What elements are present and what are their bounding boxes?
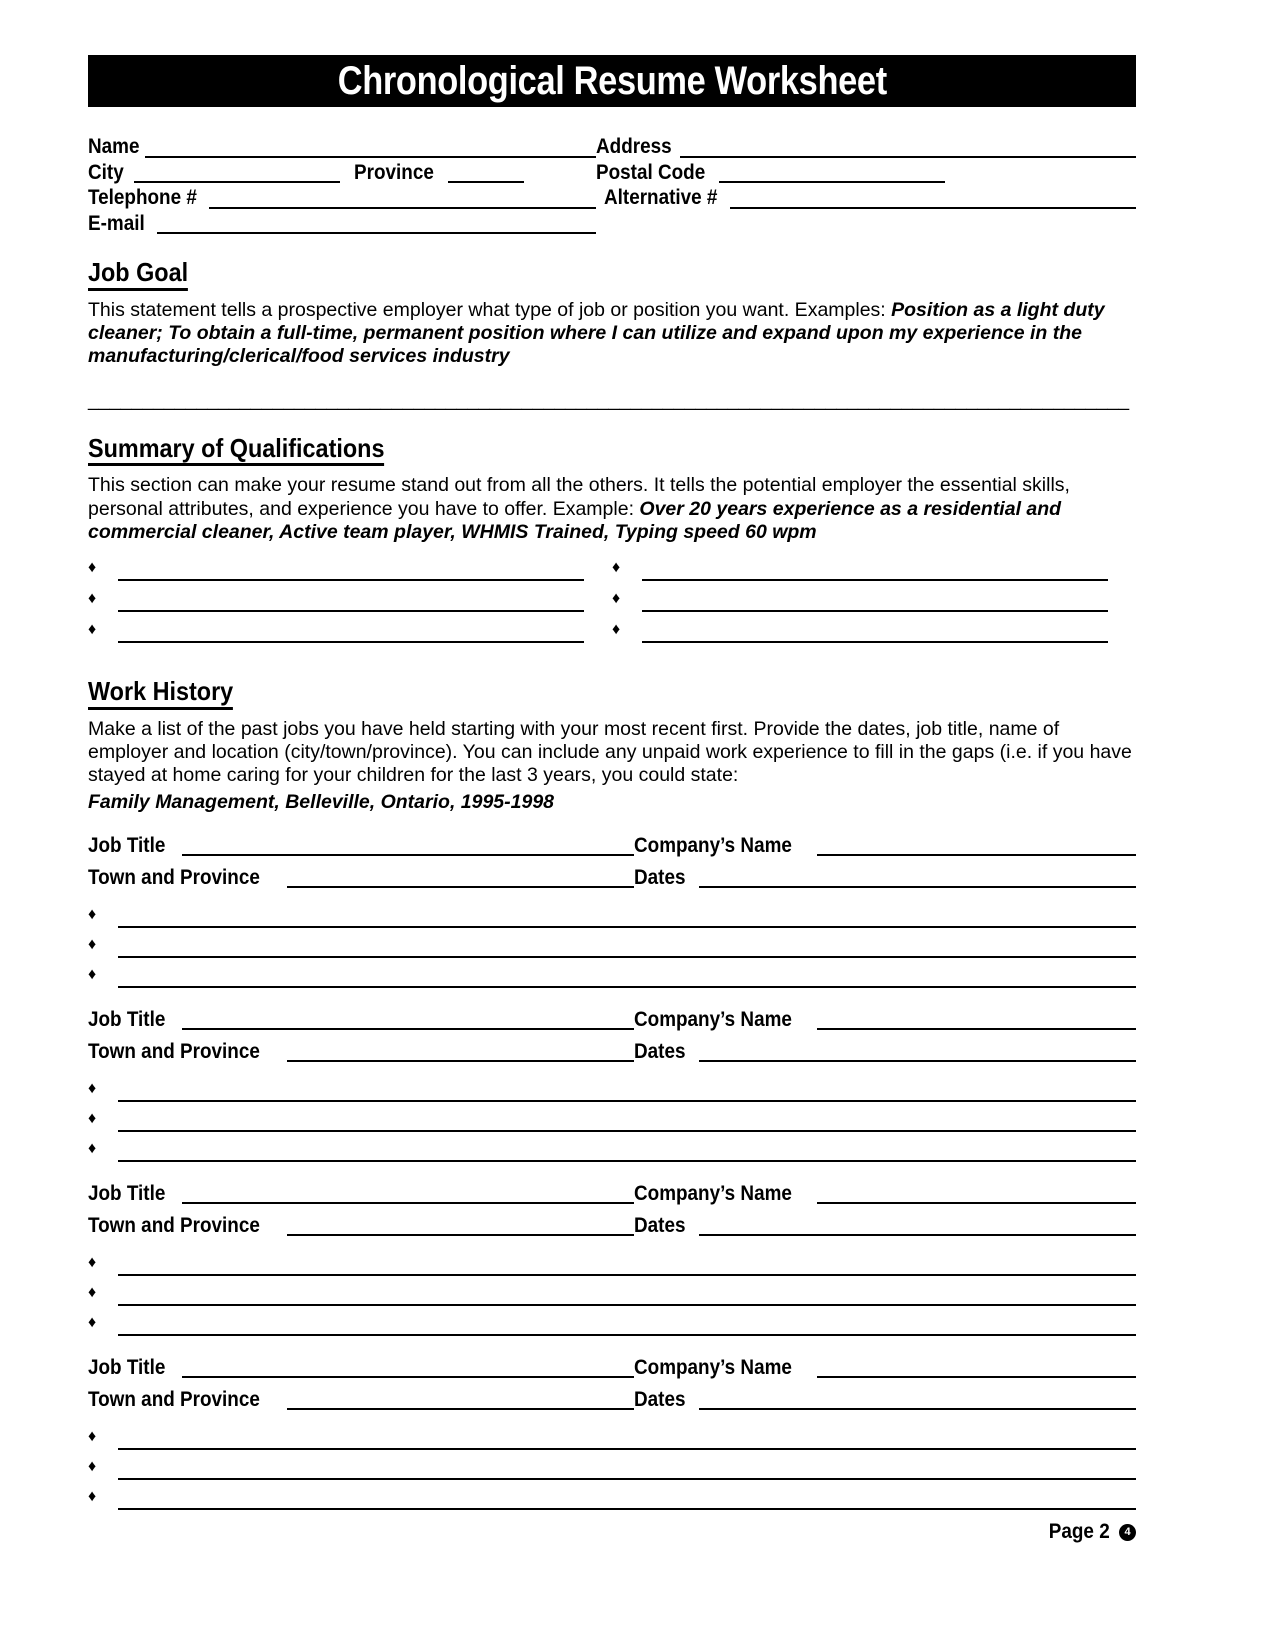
job-goal-description-example: Position as a light duty cleaner; To obtain a full-time, permanent position where I can utilize and expand upon my experience in the manufacturing/clerical/food services industry bbox=[88, 299, 1105, 368]
duty-input-line[interactable] bbox=[118, 1080, 1136, 1102]
list-item[interactable] bbox=[88, 581, 612, 612]
dates-label: Dates bbox=[634, 1388, 686, 1412]
company-name-input-line[interactable] bbox=[817, 835, 1136, 856]
summary-input-line[interactable] bbox=[642, 590, 1108, 612]
town-dates-row bbox=[88, 866, 1136, 890]
province-input-line[interactable] bbox=[448, 162, 524, 183]
job-title-company-row bbox=[88, 834, 1136, 858]
summary-description-example: Over 20 years experience as a residential and commercial cleaner, Active team player, WHMIS Trained, Typing speed 60 wpm bbox=[88, 497, 1062, 543]
dates-input-line[interactable] bbox=[699, 867, 1136, 888]
dates-group[interactable] bbox=[634, 866, 1136, 890]
alternative-input-line[interactable] bbox=[730, 188, 1136, 209]
list-item[interactable] bbox=[88, 1480, 1136, 1510]
work-history-heading: Work History bbox=[88, 677, 233, 710]
job-goal-description-plain: This statement tells a prospective employer what type of job or position you want. Examples: bbox=[88, 299, 892, 322]
list-item[interactable] bbox=[88, 1450, 1136, 1480]
job-title-input-line[interactable] bbox=[182, 1357, 634, 1378]
contact-row-city-province-postal bbox=[88, 160, 1136, 186]
job-title-label: Job Title bbox=[88, 834, 166, 858]
address-label: Address bbox=[596, 135, 672, 158]
town-dates-row bbox=[88, 1040, 1136, 1064]
alternative-label: Alternative # bbox=[604, 186, 718, 210]
duty-input-line[interactable] bbox=[118, 966, 1136, 988]
city-province-group[interactable] bbox=[88, 160, 596, 186]
contact-fields bbox=[88, 134, 1136, 236]
list-item[interactable] bbox=[88, 958, 1136, 988]
job-title-label: Job Title bbox=[88, 1008, 166, 1032]
town-dates-row bbox=[88, 1388, 1136, 1412]
company-name-label: Company’s Name bbox=[634, 1356, 792, 1380]
list-item[interactable] bbox=[88, 1276, 1136, 1306]
diamond-bullet-icon: ♦ bbox=[88, 621, 97, 639]
town-province-label: Town and Province bbox=[88, 1214, 260, 1238]
job-title-group[interactable] bbox=[88, 1182, 634, 1206]
duty-input-line[interactable] bbox=[118, 1428, 1136, 1450]
postal-code-group[interactable] bbox=[596, 160, 1136, 186]
dates-group[interactable] bbox=[634, 1040, 1136, 1064]
list-item[interactable] bbox=[612, 581, 1136, 612]
town-province-label: Town and Province bbox=[88, 1040, 260, 1064]
town-province-group[interactable] bbox=[88, 866, 634, 890]
list-item[interactable] bbox=[612, 612, 1136, 643]
duty-input-line[interactable] bbox=[118, 1140, 1136, 1162]
job-entry bbox=[88, 1182, 1136, 1336]
name-input-line[interactable] bbox=[145, 137, 596, 158]
summary-bullet-column-left bbox=[88, 550, 612, 643]
job-title-input-line[interactable] bbox=[182, 1183, 634, 1204]
email-label: E-mail bbox=[88, 211, 145, 235]
summary-description bbox=[88, 474, 1136, 544]
list-item[interactable] bbox=[88, 1132, 1136, 1162]
job-title-company-row bbox=[88, 1356, 1136, 1380]
job-title-group[interactable] bbox=[88, 1356, 634, 1380]
contact-row-name-address bbox=[88, 134, 1136, 160]
work-history-description: Make a list of the past jobs you have held starting with your most recent first. Provide the dates, job title, name of employer and location (city/town/province). You can include any unpaid work experience to fill in the gaps (i.e. if you have stayed at home caring for your children for the last 3 years, you could state: bbox=[88, 717, 1132, 787]
dates-label: Dates bbox=[634, 1214, 686, 1238]
title-banner bbox=[88, 55, 1136, 107]
list-item[interactable] bbox=[88, 1306, 1136, 1336]
contact-row-phones bbox=[88, 185, 1136, 211]
town-province-input-line[interactable] bbox=[287, 1215, 634, 1236]
diamond-bullet-icon: ♦ bbox=[88, 1254, 97, 1272]
job-title-group[interactable] bbox=[88, 1008, 634, 1032]
town-dates-row bbox=[88, 1214, 1136, 1238]
town-province-group[interactable] bbox=[88, 1388, 634, 1412]
diamond-bullet-icon: ♦ bbox=[88, 1488, 97, 1506]
duty-input-line[interactable] bbox=[118, 1488, 1136, 1510]
list-item[interactable] bbox=[88, 1102, 1136, 1132]
duty-input-line[interactable] bbox=[118, 1254, 1136, 1276]
email-group[interactable] bbox=[88, 211, 596, 237]
page-footer bbox=[1042, 1520, 1136, 1544]
duty-input-line[interactable] bbox=[118, 906, 1136, 928]
job-goal-heading: Job Goal bbox=[88, 258, 188, 291]
duty-input-line[interactable] bbox=[118, 1458, 1136, 1480]
alternative-phone-group[interactable] bbox=[596, 185, 1136, 211]
list-item[interactable] bbox=[88, 1072, 1136, 1102]
list-item[interactable] bbox=[88, 550, 612, 581]
page-marker-icon: 4 bbox=[1119, 1524, 1136, 1541]
list-item[interactable] bbox=[88, 1420, 1136, 1450]
job-entry bbox=[88, 1356, 1136, 1510]
summary-section bbox=[88, 412, 1136, 471]
dates-input-line[interactable] bbox=[699, 1041, 1136, 1062]
diamond-bullet-icon: ♦ bbox=[88, 1140, 97, 1158]
job-title-company-row bbox=[88, 1182, 1136, 1206]
company-name-group[interactable] bbox=[634, 1356, 1136, 1380]
email-input-line[interactable] bbox=[157, 213, 596, 234]
company-name-group[interactable] bbox=[634, 1182, 1136, 1206]
job-entry bbox=[88, 834, 1136, 988]
job-title-company-row bbox=[88, 1008, 1136, 1032]
diamond-bullet-icon: ♦ bbox=[88, 1110, 97, 1128]
diamond-bullet-icon: ♦ bbox=[88, 936, 97, 954]
job-title-label: Job Title bbox=[88, 1356, 166, 1380]
town-province-group[interactable] bbox=[88, 1214, 634, 1238]
list-item[interactable] bbox=[88, 898, 1136, 928]
list-item[interactable] bbox=[88, 928, 1136, 958]
page-title: Chronological Resume Worksheet bbox=[337, 59, 887, 103]
summary-input-line[interactable] bbox=[118, 590, 584, 612]
list-item[interactable] bbox=[88, 1246, 1136, 1276]
summary-bullet-grid bbox=[88, 550, 1136, 643]
company-name-label: Company’s Name bbox=[634, 1182, 792, 1206]
list-item[interactable] bbox=[88, 612, 612, 643]
diamond-bullet-icon: ♦ bbox=[612, 559, 621, 577]
company-name-input-line[interactable] bbox=[817, 1357, 1136, 1378]
town-province-group[interactable] bbox=[88, 1040, 634, 1064]
list-item[interactable] bbox=[612, 550, 1136, 581]
page-number-label: Page 2 bbox=[1049, 1520, 1110, 1543]
address-input-line[interactable] bbox=[680, 137, 1136, 158]
dates-input-line[interactable] bbox=[699, 1389, 1136, 1410]
diamond-bullet-icon: ♦ bbox=[88, 966, 97, 984]
telephone-label: Telephone # bbox=[88, 186, 197, 210]
job-title-input-line[interactable] bbox=[182, 835, 634, 856]
company-name-input-line[interactable] bbox=[817, 1009, 1136, 1030]
name-field-group[interactable] bbox=[88, 134, 596, 160]
job-title-input-line[interactable] bbox=[182, 1009, 634, 1030]
contact-row-email bbox=[88, 211, 1136, 237]
company-name-group[interactable] bbox=[634, 1008, 1136, 1032]
city-input-line[interactable] bbox=[134, 162, 340, 183]
duty-input-line[interactable] bbox=[118, 1314, 1136, 1336]
town-province-label: Town and Province bbox=[88, 1388, 260, 1412]
dates-input-line[interactable] bbox=[699, 1215, 1136, 1236]
diamond-bullet-icon: ♦ bbox=[88, 590, 97, 608]
diamond-bullet-icon: ♦ bbox=[88, 1080, 97, 1098]
postal-code-label: Postal Code bbox=[596, 160, 706, 184]
dates-label: Dates bbox=[634, 1040, 686, 1064]
job-goal-section bbox=[88, 236, 1136, 295]
duty-input-line[interactable] bbox=[118, 1110, 1136, 1132]
dates-label: Dates bbox=[634, 866, 686, 890]
town-province-label: Town and Province bbox=[88, 866, 260, 890]
company-name-label: Company’s Name bbox=[634, 1008, 792, 1032]
duty-input-line[interactable] bbox=[118, 1284, 1136, 1306]
job-goal-description bbox=[88, 299, 1136, 369]
diamond-bullet-icon: ♦ bbox=[88, 1458, 97, 1476]
summary-description-plain: This section can make your resume stand out from all the others. It tells the potential employer the essential skills, personal attributes, and experience you have to offer. Example: bbox=[88, 474, 1070, 520]
postal-code-input-line[interactable] bbox=[719, 162, 945, 183]
company-name-label: Company’s Name bbox=[634, 834, 792, 858]
diamond-bullet-icon: ♦ bbox=[88, 559, 97, 577]
work-history-section bbox=[88, 655, 1136, 714]
address-field-group[interactable] bbox=[596, 134, 1136, 160]
summary-input-line[interactable] bbox=[642, 621, 1108, 643]
dates-group[interactable] bbox=[634, 1388, 1136, 1412]
summary-bullet-column-right bbox=[612, 550, 1136, 643]
diamond-bullet-icon: ♦ bbox=[88, 906, 97, 924]
page-content bbox=[88, 0, 1136, 1510]
diamond-bullet-icon: ♦ bbox=[88, 1284, 97, 1302]
job-title-group[interactable] bbox=[88, 834, 634, 858]
province-label: Province bbox=[353, 160, 434, 184]
company-name-input-line[interactable] bbox=[817, 1183, 1136, 1204]
name-label: Name bbox=[88, 135, 140, 158]
diamond-bullet-icon: ♦ bbox=[612, 621, 621, 639]
duty-input-line[interactable] bbox=[118, 936, 1136, 958]
diamond-bullet-icon: ♦ bbox=[612, 590, 621, 608]
job-goal-answer-line[interactable]: ________________________________________________________________________________________________ bbox=[88, 388, 1130, 411]
job-entry bbox=[88, 1008, 1136, 1162]
town-province-input-line[interactable] bbox=[287, 1389, 634, 1410]
diamond-bullet-icon: ♦ bbox=[88, 1428, 97, 1446]
job-title-label: Job Title bbox=[88, 1182, 166, 1206]
summary-heading: Summary of Qualifications bbox=[88, 434, 384, 467]
telephone-input-line[interactable] bbox=[209, 188, 596, 209]
city-label: City bbox=[88, 160, 124, 184]
town-province-input-line[interactable] bbox=[287, 1041, 634, 1062]
diamond-bullet-icon: ♦ bbox=[88, 1314, 97, 1332]
work-history-example: Family Management, Belleville, Ontario, 1995-1998 bbox=[88, 791, 555, 814]
summary-input-line[interactable] bbox=[118, 559, 584, 581]
summary-input-line[interactable] bbox=[118, 621, 584, 643]
town-province-input-line[interactable] bbox=[287, 867, 634, 888]
company-name-group[interactable] bbox=[634, 834, 1136, 858]
telephone-group[interactable] bbox=[88, 185, 596, 211]
dates-group[interactable] bbox=[634, 1214, 1136, 1238]
summary-input-line[interactable] bbox=[642, 559, 1108, 581]
